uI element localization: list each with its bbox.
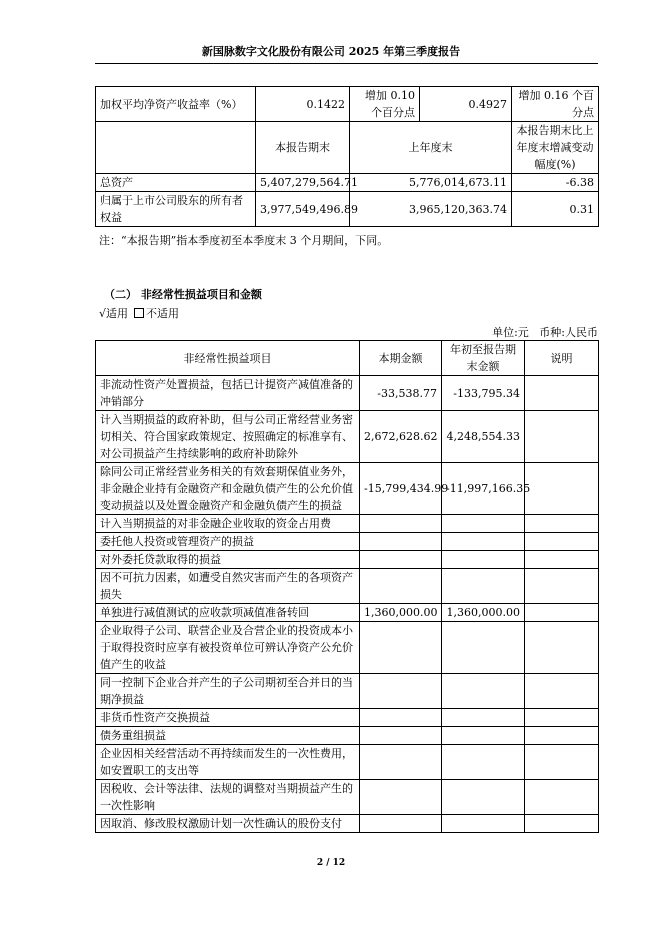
- ytd-amount: 4,248,554.33: [442, 411, 525, 463]
- ytd-amount: [442, 622, 525, 674]
- ytd-amount: -133,795.34: [442, 376, 525, 411]
- ytd-amount: [442, 815, 525, 833]
- roe-ytd-change: 增加 0.16 个百分点: [512, 87, 599, 122]
- current-amount: [360, 551, 442, 569]
- current-amount: [360, 674, 442, 709]
- change-value: 0.31: [512, 192, 599, 227]
- item-name: 计入当期损益的对非金融企业收取的资金占用费: [96, 515, 360, 533]
- last-year-end-value: 3,965,120,363.74: [350, 192, 512, 227]
- remark: [525, 411, 599, 463]
- checkmark-icon: √: [99, 307, 107, 320]
- header-last-year-end: 上年度末: [350, 122, 512, 174]
- table-row: [96, 411, 599, 463]
- current-amount: [360, 709, 442, 727]
- table-row: [96, 569, 599, 604]
- table-row: [96, 622, 599, 674]
- current-amount: -15,799,434.99: [360, 463, 442, 515]
- table-header-row: [96, 122, 599, 174]
- item-name: 企业因相关经营活动不再持续而发生的一次性费用，如安置职工的支出等: [96, 745, 360, 780]
- table-row: [96, 174, 599, 192]
- note: 注：“本报告期”指本季度初至本季度末 3 个月期间，下同。: [99, 234, 389, 247]
- table-row: [96, 515, 599, 533]
- not-applicable-label: 不适用: [146, 307, 180, 320]
- ytd-amount: [442, 727, 525, 745]
- table-row: [96, 815, 599, 833]
- non-recurring-items-table: [95, 340, 599, 833]
- remark: [525, 622, 599, 674]
- table-row: [96, 551, 599, 569]
- table-row: [96, 533, 599, 551]
- roe-label: 加权平均净资产收益率（%）: [96, 87, 256, 122]
- remark: [525, 745, 599, 780]
- section-title: （二） 非经常性损益项目和金额: [104, 288, 262, 301]
- table-row: [96, 192, 599, 227]
- ytd-amount: [442, 709, 525, 727]
- roe-ytd: 0.4927: [420, 87, 512, 122]
- table-row: [96, 727, 599, 745]
- current-amount: [360, 727, 442, 745]
- current-end-value: 5,407,279,564.71: [256, 174, 350, 192]
- header-ytd: 年初至报告期末金额: [442, 341, 525, 376]
- item-name: 除同公司正常经营业务相关的有效套期保值业务外，非金融企业持有金融资产和金融负债产生的公允价值变动损益以及处置金融资产和金融负债产生的损益: [96, 463, 360, 515]
- remark: [525, 376, 599, 411]
- ytd-amount: [442, 745, 525, 780]
- header-remark: 说明: [525, 341, 599, 376]
- header-item: 非经常性损益项目: [96, 341, 360, 376]
- remark: [525, 604, 599, 622]
- item-name: 非货币性资产交换损益: [96, 709, 360, 727]
- remark: [525, 709, 599, 727]
- current-amount: [360, 780, 442, 815]
- page-number: 2 / 12: [316, 858, 346, 868]
- header-current: 本期金额: [360, 341, 442, 376]
- remark: [525, 674, 599, 709]
- ytd-amount: [442, 674, 525, 709]
- current-amount: 2,672,628.62: [360, 411, 442, 463]
- ytd-amount: -11,997,166.35: [442, 463, 525, 515]
- table-row: [96, 463, 599, 515]
- remark: [525, 815, 599, 833]
- roe-current: 0.1422: [256, 87, 350, 122]
- current-amount: [360, 533, 442, 551]
- item-name: 委托他人投资或管理资产的损益: [96, 533, 360, 551]
- current-amount: 1,360,000.00: [360, 604, 442, 622]
- remark: [525, 780, 599, 815]
- table-row: [96, 376, 599, 411]
- remark: [525, 463, 599, 515]
- current-amount: [360, 815, 442, 833]
- current-end-value: 3,977,549,496.89: [256, 192, 350, 227]
- key-indicators-table: [95, 86, 599, 227]
- current-amount: [360, 745, 442, 780]
- item-name: 对外委托贷款取得的损益: [96, 551, 360, 569]
- remark: [525, 569, 599, 604]
- ytd-amount: 1,360,000.00: [442, 604, 525, 622]
- table-header-row: [96, 341, 599, 376]
- item-name: 单独进行减值测试的应收款项减值准备转回: [96, 604, 360, 622]
- current-amount: -33,538.77: [360, 376, 442, 411]
- item-name: 债务重组损益: [96, 727, 360, 745]
- unit-currency: 单位:元 币种:人民币: [492, 326, 598, 339]
- header-current-end: 本报告期末: [256, 122, 350, 174]
- table-row: [96, 87, 599, 122]
- row-label: 归属于上市公司股东的所有者权益: [96, 192, 256, 227]
- header-change: 本报告期末比上年度末增减变动幅度(%): [512, 122, 599, 174]
- remark: [525, 533, 599, 551]
- ytd-amount: [442, 780, 525, 815]
- remark: [525, 515, 599, 533]
- item-name: 因税收、会计等法律、法规的调整对当期损益产生的一次性影响: [96, 780, 360, 815]
- roe-current-change: 增加 0.10 个百分点: [350, 87, 420, 122]
- current-amount: [360, 515, 442, 533]
- remark: [525, 551, 599, 569]
- current-amount: [360, 569, 442, 604]
- ytd-amount: [442, 533, 525, 551]
- header-divider: [95, 63, 598, 64]
- change-value: -6.38: [512, 174, 599, 192]
- applicability: [99, 305, 179, 321]
- table-row: [96, 780, 599, 815]
- table-row: [96, 604, 599, 622]
- remark: [525, 727, 599, 745]
- ytd-amount: [442, 551, 525, 569]
- item-name: 非流动性资产处置损益，包括已计提资产减值准备的冲销部分: [96, 376, 360, 411]
- applicable-label: 适用: [106, 307, 129, 320]
- table-row: [96, 674, 599, 709]
- item-name: 同一控制下企业合并产生的子公司期初至合并日的当期净损益: [96, 674, 360, 709]
- ytd-amount: [442, 515, 525, 533]
- empty-checkbox-icon: [134, 308, 144, 318]
- item-name: 因不可抗力因素，如遭受自然灾害而产生的各项资产损失: [96, 569, 360, 604]
- item-name: 计入当期损益的政府补助，但与公司正常经营业务密切相关、符合国家政策规定、按照确定的标准享有、对公司损益产生持续影响的政府补助除外: [96, 411, 360, 463]
- item-name: 企业取得子公司、联营企业及合营企业的投资成本小于取得投资时应享有被投资单位可辨认净资产公允价值产生的收益: [96, 622, 360, 674]
- current-amount: [360, 622, 442, 674]
- table-row: [96, 709, 599, 727]
- page-header: 新国脉数字文化股份有限公司 2025 年第三季度报告: [201, 45, 461, 58]
- item-name: 因取消、修改股权激励计划一次性确认的股份支付: [96, 815, 360, 833]
- ytd-amount: [442, 569, 525, 604]
- table-row: [96, 745, 599, 780]
- row-label: 总资产: [96, 174, 256, 192]
- last-year-end-value: 5,776,014,673.11: [350, 174, 512, 192]
